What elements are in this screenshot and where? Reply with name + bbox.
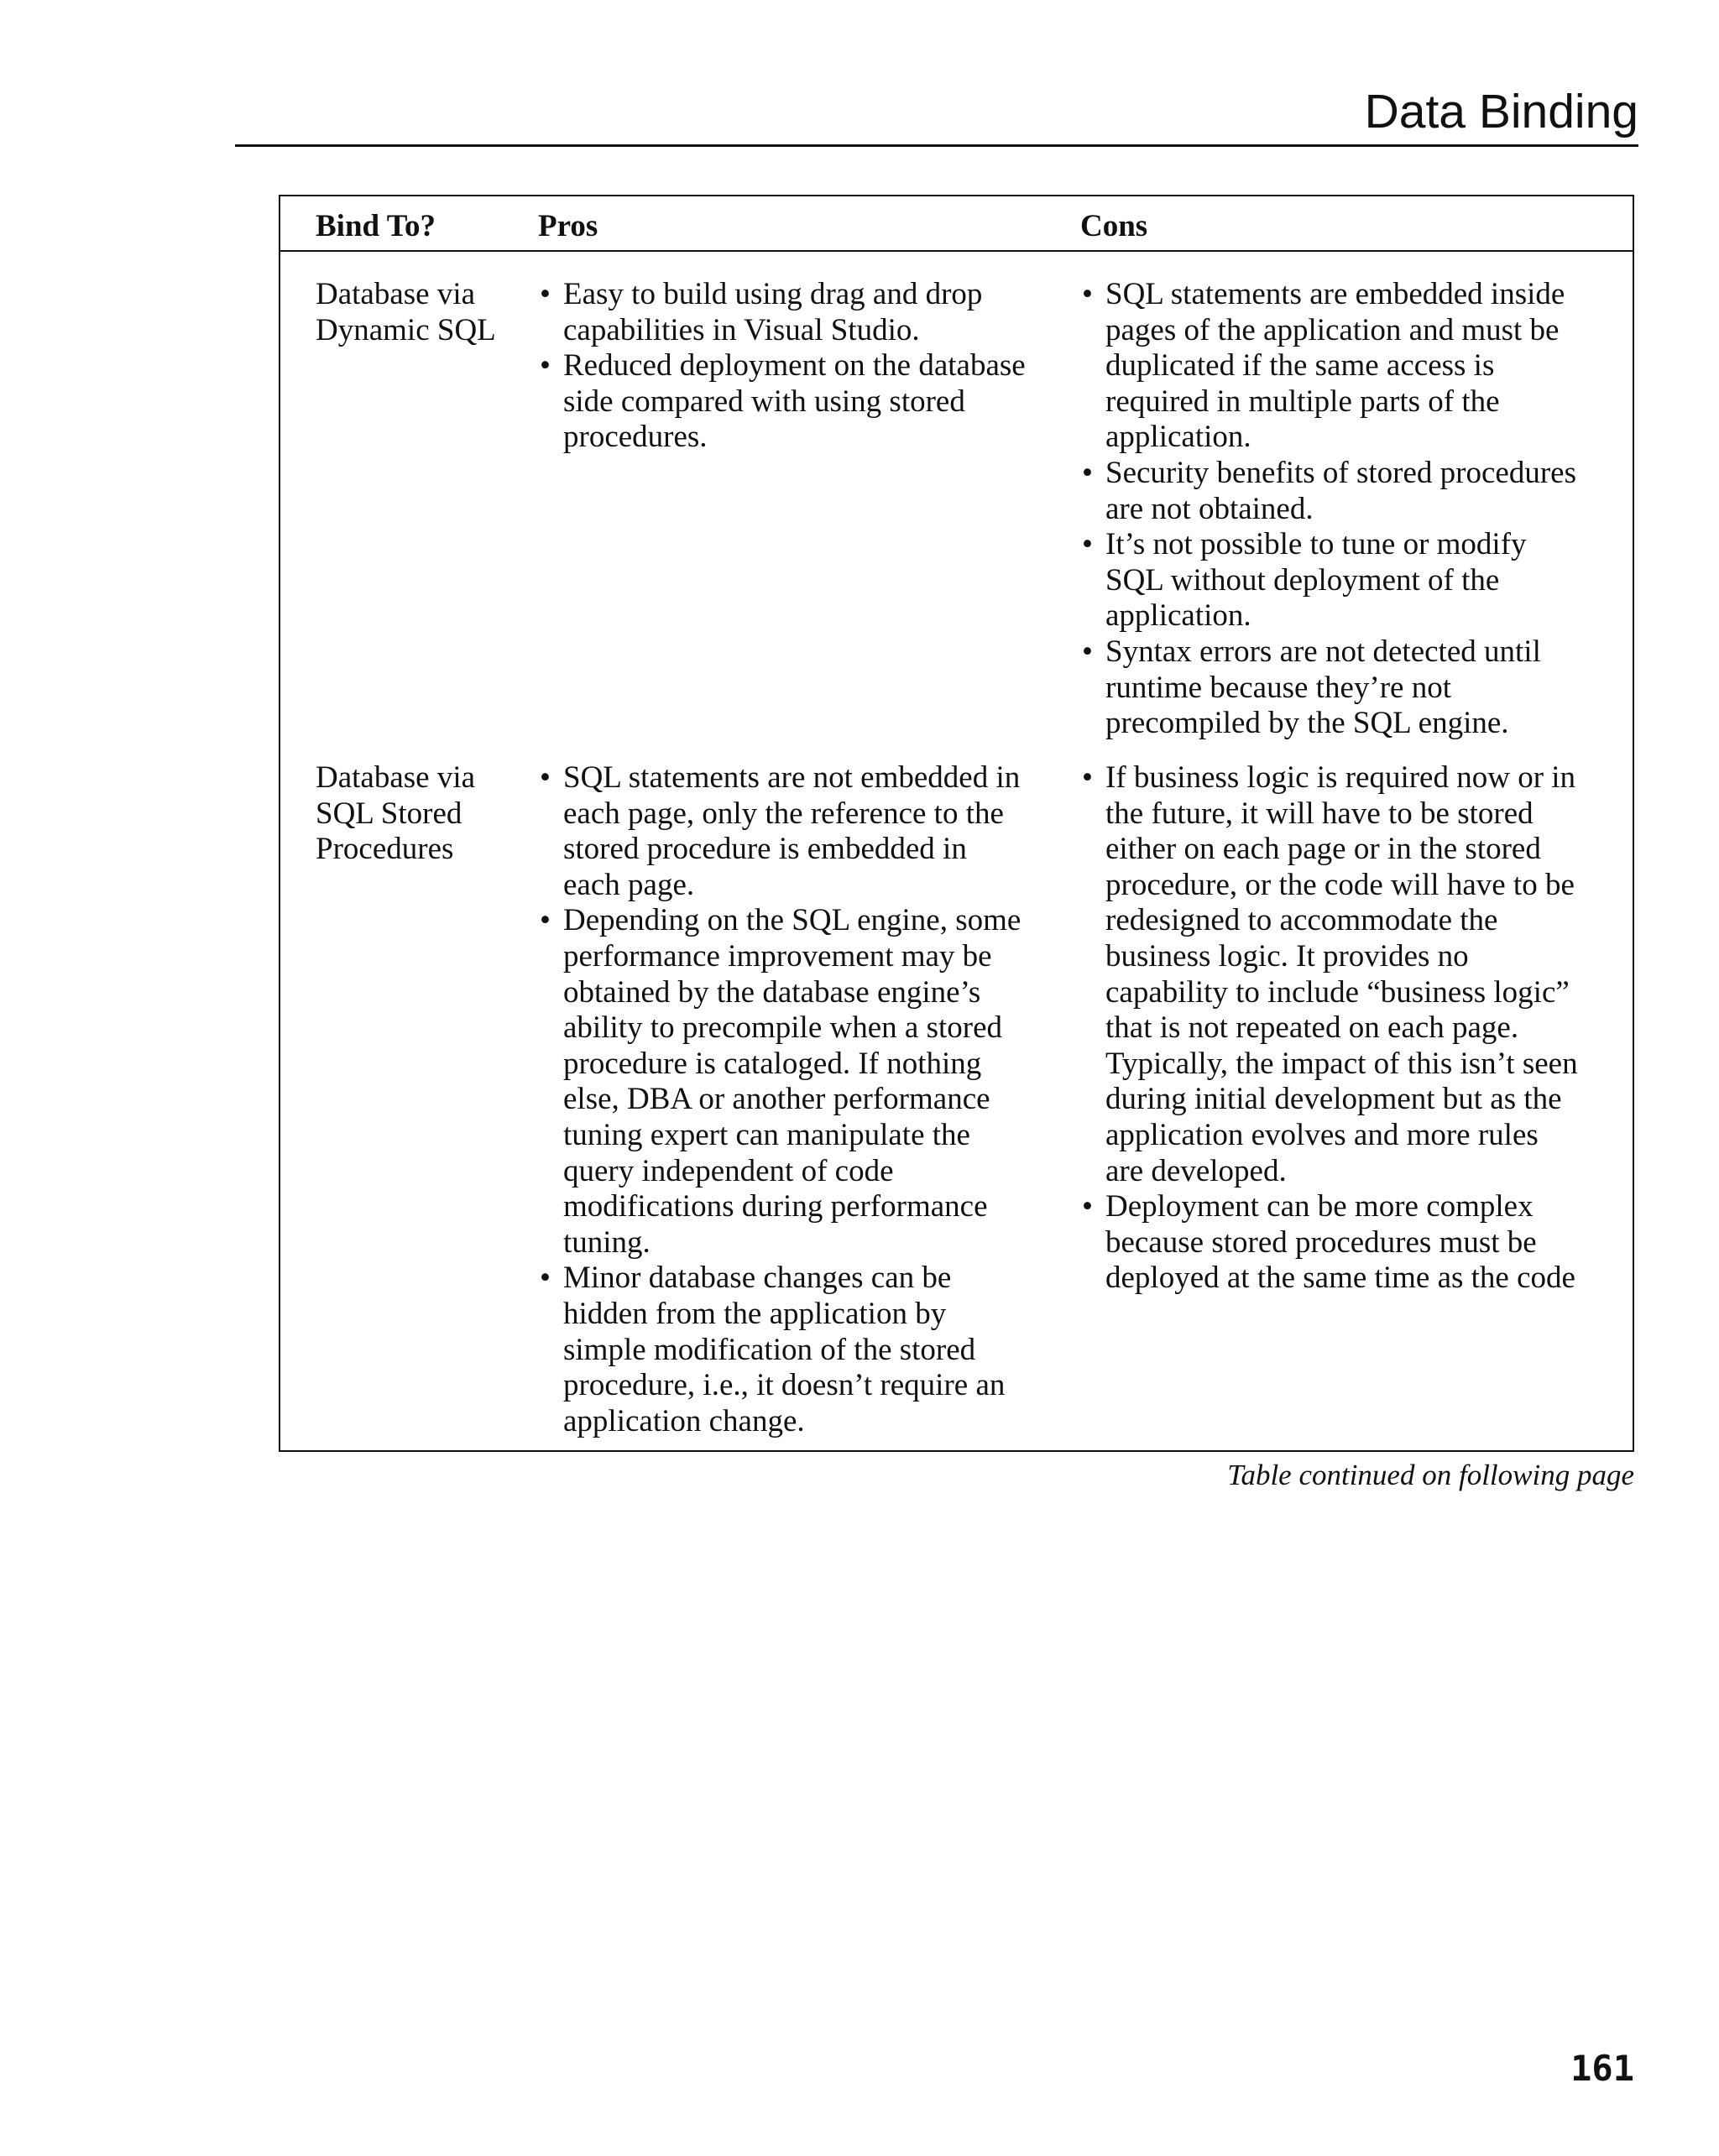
bullet-text-line: procedure is cataloged. If nothing [563,1046,982,1081]
bullet-icon: • [1082,455,1093,490]
bullet-text-line: that is not repeated on each page. [1105,1010,1519,1046]
bullet-text-line: capability to include “business logic” [1105,974,1570,1010]
bullet-text-line: SQL statements are not embedded in [563,760,1021,795]
bullet-icon: • [1082,277,1093,311]
pros-bullet [538,277,1058,348]
bullet-text-line: Deployment can be more complex [1105,1189,1534,1224]
bullet-text-line: hidden from the application by [563,1296,947,1331]
pros-list [538,277,1058,456]
column-header-pros: Pros [538,209,598,243]
cons-bullet [1080,634,1626,742]
bullet-icon: • [1082,1189,1093,1224]
bullet-text-line: because stored procedures must be [1105,1224,1537,1260]
cons-list [1080,277,1626,742]
pros-bullet [538,348,1058,456]
cons-list [1080,760,1626,1297]
bullet-icon: • [540,348,551,384]
bullet-text-line: tuning expert can manipulate the [563,1117,970,1152]
bullet-text-line: either on each page or in the stored [1105,832,1541,867]
pros-list [538,760,1058,1439]
cons-bullet [1080,1189,1626,1297]
bullet-text-line: are not obtained. [1105,491,1314,526]
bullet-text-line: each page. [563,867,695,902]
bullet-text-line: Reduced deployment on the database [563,348,1026,384]
bullet-text-line: redesigned to accommodate the [1105,903,1498,938]
cons-bullet [1080,277,1626,456]
bind-to-line: Database via [316,277,476,311]
bullet-text-line: Syntax errors are not detected until [1105,634,1541,669]
bullet-text-line: It’s not possible to tune or modify [1105,527,1527,562]
bullet-text-line: Typically, the impact of this isn’t seen [1105,1046,1578,1081]
bullet-text-line: SQL statements are embedded inside [1105,277,1565,311]
bullet-text-line: required in multiple parts of the [1105,384,1500,419]
bullet-text-line: performance improvement may be [563,938,992,974]
bullet-text-line: If business logic is required now or in [1105,760,1576,795]
bullet-text-line: Depending on the SQL engine, some [563,903,1021,938]
bullet-icon: • [540,277,551,311]
table-continued-note: Table continued on following page [1227,1459,1634,1491]
running-header [235,84,1638,147]
bullet-text-line: capabilities in Visual Studio. [563,312,920,347]
bind-to-cell [316,277,525,348]
bullet-text-line: runtime because they’re not [1105,670,1451,705]
page-number: 161 [1570,2048,1634,2089]
bullet-text-line: modifications during performance [563,1189,988,1224]
bullet-text-line: procedure, or the code will have to be [1105,867,1575,902]
bullet-text-line: Minor database changes can be [563,1261,952,1296]
pros-cons-table [279,195,1634,1452]
bind-to-line: Procedures [316,832,454,867]
bullet-text-line: Security benefits of stored procedures [1105,455,1576,490]
chapter-title: Data Binding [1364,85,1638,138]
cons-bullet [1080,760,1626,1189]
pros-bullet [538,760,1058,903]
bullet-text-line: business logic. It provides no [1105,938,1469,974]
pros-bullet [538,903,1058,1261]
bullet-icon: • [1082,527,1093,562]
bind-to-cell [316,760,525,868]
bind-to-line: SQL Stored [316,796,462,831]
bullet-text-line: application change. [563,1403,805,1438]
bullet-text-line: simple modification of the stored [563,1332,976,1367]
bullet-icon: • [1082,760,1093,795]
bullet-text-line: side compared with using stored [563,384,965,419]
bullet-icon: • [1082,634,1093,669]
bullet-text-line: precompiled by the SQL engine. [1105,706,1509,741]
pros-bullet [538,1261,1058,1439]
bullet-icon: • [540,760,551,795]
bullet-icon: • [540,903,551,938]
bullet-text-line: the future, it will have to be stored [1105,796,1534,831]
bind-to-line: Database via [316,760,476,795]
bullet-text-line: else, DBA or another performance [563,1082,990,1117]
bind-to-line: Dynamic SQL [316,312,496,347]
bullet-text-line: pages of the application and must be [1105,312,1560,347]
bullet-text-line: tuning. [563,1224,651,1260]
bullet-text-line: SQL without deployment of the [1105,562,1500,598]
bullet-text-line: Easy to build using drag and drop [563,277,983,311]
bullet-text-line: are developed. [1105,1153,1287,1188]
bullet-text-line: application. [1105,598,1251,634]
bullet-text-line: obtained by the database engine’s [563,974,981,1010]
cons-bullet [1080,456,1626,527]
bullet-text-line: stored procedure is embedded in [563,832,967,867]
bullet-text-line: ability to precompile when a stored [563,1010,1002,1046]
bullet-text-line: procedures. [563,420,708,455]
bullet-text-line: deployed at the same time as the code [1105,1261,1575,1296]
column-header-bind-to: Bind To? [316,209,436,243]
bullet-text-line: procedure, i.e., it doesn’t require an [563,1368,1006,1403]
bullet-text-line: duplicated if the same access is [1105,348,1495,384]
bullet-text-line: application. [1105,420,1251,455]
cons-bullet [1080,527,1626,634]
bullet-icon: • [540,1261,551,1296]
bullet-text-line: each page, only the reference to the [563,796,1004,831]
bullet-text-line: application evolves and more rules [1105,1117,1539,1152]
bullet-text-line: query independent of code [563,1153,894,1188]
table-header [280,196,1633,252]
bullet-text-line: during initial development but as the [1105,1082,1562,1117]
column-header-cons: Cons [1080,209,1148,243]
